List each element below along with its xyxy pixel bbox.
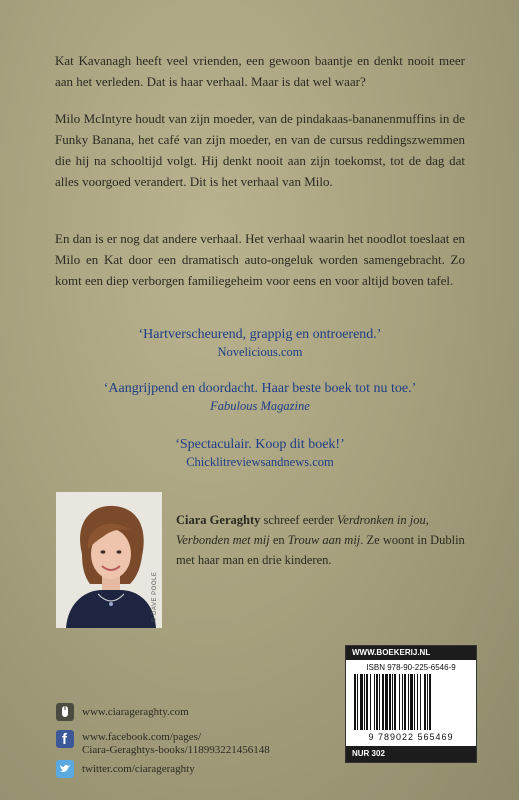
website-url: www.ciarageraghty.com bbox=[82, 706, 189, 718]
quote-text: ‘Spectaculair. Koop dit boek!’ bbox=[175, 437, 345, 452]
blurb-paragraph-1: Kat Kavanagh heeft veel vrienden, een gewoon baantje en denkt nooit meer aan het verleden. Dat is haar verhaal. Maar is dat wel waar? bbox=[55, 53, 465, 89]
facebook-url-line-2: Ciara-Geraghtys-books/118993221456148 bbox=[82, 744, 270, 756]
isbn-label: ISBN 978-90-225-6546-9 bbox=[366, 663, 456, 672]
twitter-handle: twitter.com/ciarageraghty bbox=[82, 763, 195, 775]
bio-text: en bbox=[269, 533, 288, 547]
author-name: Ciara Geraghty bbox=[176, 513, 261, 527]
bio-text: . Ze woont in Dublin met haar man en drie kinderen. bbox=[176, 533, 465, 567]
facebook-link[interactable] bbox=[56, 730, 316, 758]
author-portrait-illustration bbox=[56, 492, 162, 628]
publisher-site: WWW.BOEKERIJ.NL bbox=[346, 646, 476, 660]
photo-credit: © DAVE POOLE bbox=[152, 571, 158, 622]
review-quote-1 bbox=[30, 326, 490, 361]
twitter-link[interactable] bbox=[56, 760, 316, 778]
quote-source: Fabulous Magazine bbox=[210, 399, 310, 413]
quote-text: ‘Aangrijpend en doordacht. Haar beste boek tot nu toe.’ bbox=[103, 381, 417, 396]
twitter-icon bbox=[56, 760, 74, 778]
author-photo bbox=[56, 492, 162, 628]
bio-text: schreef eerder bbox=[260, 513, 338, 527]
book-title: Verbonden met mij bbox=[176, 533, 270, 547]
author-bio bbox=[176, 510, 476, 570]
book-title: Trouw aan mij bbox=[287, 533, 361, 547]
bio-text: , bbox=[425, 513, 429, 527]
facebook-icon: f bbox=[56, 730, 74, 748]
quote-text: ‘Hartverscheurend, grappig en ontroerend.’ bbox=[138, 327, 382, 342]
nur-code: NUR 302 bbox=[346, 746, 476, 762]
quote-source: Novelicious.com bbox=[217, 345, 303, 359]
facebook-url-line-1: www.facebook.com/pages/ bbox=[82, 731, 202, 743]
review-quote-3 bbox=[30, 436, 490, 471]
barcode-bars bbox=[352, 674, 470, 732]
mouse-icon bbox=[56, 703, 74, 721]
website-link[interactable] bbox=[56, 703, 316, 721]
quote-source: Chicklitreviewsandnews.com bbox=[186, 455, 334, 469]
book-title: Verdronken in jou bbox=[337, 513, 426, 527]
barcode-number: 9 789022 565469 bbox=[368, 732, 454, 742]
blurb-paragraph-2: Milo McIntyre houdt van zijn moeder, van de pindakaas-bananenmuffins in de Funky Banana, het café van zijn moeder, en van de cursus reddingszwemmen die hij na schooltijd volgt. Hij denkt nooit aan zijn toekomst, tot de dag dat alles voorgoed verandert. Dit is het verhaal van Milo. bbox=[55, 111, 465, 189]
barcode-panel bbox=[345, 645, 477, 763]
review-quote-2 bbox=[30, 380, 490, 415]
blurb-paragraph-3: En dan is er nog dat andere verhaal. Het verhaal waarin het noodlot toeslaat en Milo en Kat door een dramatisch auto-ongeluk worden samengebracht. Zo komt een diep verborgen familiegeheim voor eens en voor altijd boven tafel. bbox=[55, 231, 465, 288]
